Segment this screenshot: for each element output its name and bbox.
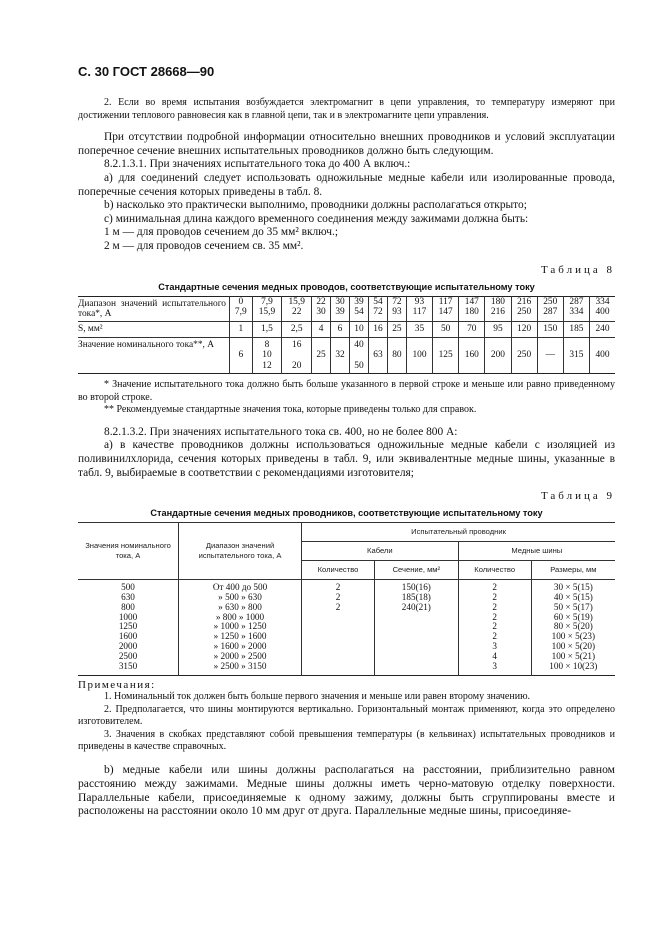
nominal-value [460,340,483,350]
nominal-current-cell [537,337,563,373]
table-row [78,652,615,662]
note-3: 3. Значения в скобках представляют собой превышения температуры (в кельвинах) испытательных проводников и приведены в качестве справочных. [78,728,615,753]
range-from: 287 [569,296,584,307]
table-row [78,603,615,613]
test-current-range-cell [312,296,331,322]
range-to: 117 [412,306,427,317]
nominal-current-cell [312,337,331,373]
nominal-value: 40 [354,339,364,350]
section-cell: 35 [406,322,432,337]
nominal-value: 12 [262,360,272,371]
test-current-range-cell [368,296,387,322]
item-a: а) для соединений следует использовать одножильные медные кабели или изолированные провода, поперечные сечения которых приведены в табл. 8. [78,171,615,198]
test-current-range: » 1250 » 1600 [179,632,302,642]
header-busbar-sizes: Размеры, мм [531,560,615,579]
table-row [78,622,615,632]
nominal-current: 3150 [118,661,138,672]
cable-qty [302,622,375,632]
busbar-size: 100 × 5(23) [531,632,615,642]
nominal-current-cell [563,337,589,373]
nominal-current-cell [350,337,369,373]
nominal-value [351,350,367,360]
busbar-qty: 3 [458,662,531,675]
range-to: 147 [438,306,453,317]
test-current-range-cell [563,296,589,322]
header-busbars: Медные шины [458,542,615,561]
busbar-size: 100 × 10(23) [531,662,615,675]
nominal-value [434,340,457,350]
clause-8-2-1-3-2: 8.2.1.3.2. При значениях испытательного тока св. 400, но не более 800 А: [104,425,458,438]
range-from: 216 [517,296,532,307]
note-1: 1. Номинальный ток должен быть больше первого значения и меньше или равен второму значению. [104,691,531,702]
range-from: 39 [354,296,364,307]
nominal-value: 6 [238,350,244,361]
range-from: 22 [316,296,326,307]
nominal-current-cell [511,337,537,373]
test-current-range-cell [387,296,406,322]
nominal-value [332,361,348,371]
busbar-qty: 2 [458,632,531,642]
item-b-cables: b) медные кабели или шины должны располагаться на расстоянии, приблизительно равном расстоянию между зажимами. Медные шины должны иметь черно-матовую отделку поверхности. Параллельные кабели, присоединяемые к одному зажиму, должны быть сгруппированы вместе и расположены на расстоянии около 10 мм друг от друга. Параллельные медные шины, присоединяе- [78,762,615,818]
test-current-range: » 1000 » 1250 [179,622,302,632]
test-current-range-cell [331,296,350,322]
section-cell: 50 [433,322,459,337]
nominal-value [434,361,457,371]
range-from: 30 [335,296,345,307]
test-current-range-cell [537,296,563,322]
table-8-caption: Стандартные сечения медных проводов, соответствующие испытательному току [158,281,535,292]
table-row [78,662,615,675]
item-c: с) минимальная длина каждого временного соединения между зажимами должна быть: [104,212,529,225]
header-cables: Кабели [302,542,459,561]
nominal-current-cell [387,337,406,373]
nominal-current: 2000 [118,641,138,652]
nominal-value [389,340,405,350]
section-cell: 150 [537,322,563,337]
busbar-size: 100 × 5(20) [531,642,615,652]
table-9-label: Таблица 9 [540,490,615,503]
notes-title: Примечания: [78,679,156,691]
busbar-size: 100 × 5(21) [531,652,615,662]
section-cell: 4 [312,322,331,337]
nominal-current: 500 [121,581,135,592]
cable-qty: 2 [302,603,375,613]
section-cell: 95 [485,322,511,337]
cable-section [374,622,458,632]
range-from: 93 [414,296,425,307]
nominal-value [539,340,562,350]
section-cell: 185 [563,322,589,337]
range-to: 287 [543,306,558,317]
row-label: Диапазон значений испытательного тока*, А [78,298,226,319]
header-range: Диапазон значений испытательного тока, А [179,523,302,580]
nominal-current-cell [230,337,253,373]
table-9 [78,522,615,676]
nominal-value [565,361,588,371]
nominal-value [539,361,562,371]
cable-section [374,632,458,642]
nominal-value: 32 [335,350,345,361]
nominal-value: 400 [595,350,610,361]
nominal-current-cell [433,337,459,373]
range-from: 72 [392,296,402,307]
test-current-range: » 800 » 1000 [179,613,302,623]
table-8-label: Таблица 8 [540,263,615,276]
range-to: 250 [517,306,532,317]
item-a-cables: а) в качестве проводников должны использоваться одножильные медные кабели с изоляцией из поливинилхлорида, сечения которых приведены в табл. 9, или эквивалентные медные шины, указанные в табл. 9, выбираемые в соответствии с рекомендациями изготовителя; [78,439,615,479]
range-to: 54 [354,306,364,317]
nominal-value: 200 [490,350,505,361]
nominal-value [231,340,251,350]
cable-section: 150(16) [374,579,458,592]
table-8-row-test-current [78,296,615,322]
nominal-value: 20 [292,360,302,371]
test-current-range: » 2000 » 2500 [179,652,302,662]
nominal-current-cell [368,337,387,373]
nominal-value [460,361,483,371]
nominal-value [565,340,588,350]
nominal-current: 1600 [118,631,138,642]
table-row [78,632,615,642]
range-to: 30 [316,306,326,317]
cable-section: 240(21) [374,603,458,613]
busbar-size: 40 × 5(15) [531,593,615,603]
cable-qty: 2 [302,579,375,592]
header-nominal: Значения номинального тока, А [78,523,179,580]
test-current-range-cell [350,296,369,322]
cable-section: 185(18) [374,593,458,603]
nominal-value [486,340,509,350]
table-row [78,642,615,652]
table-8-row-section [78,322,615,337]
table-8-row-nominal [78,337,615,373]
nominal-value [231,361,251,371]
table-row [78,613,615,623]
nominal-value [370,361,386,371]
busbar-qty: 2 [458,622,531,632]
para-conductors: При отсутствии подробной информации относительно внешних проводников и условий эксплуатации поперечное сечение внешних испытательных проводников должно быть следующим. [78,131,615,157]
range-from: 250 [543,296,558,307]
nominal-value [591,361,614,371]
busbar-qty: 2 [458,593,531,603]
nominal-current-cell [590,337,616,373]
nominal-value [486,361,509,371]
nominal-value: 315 [569,350,584,361]
busbar-qty: 2 [458,603,531,613]
busbar-qty: 2 [458,613,531,623]
cable-qty [302,632,375,642]
length-2m: 2 м — для проводов сечением св. 35 мм². [104,239,304,252]
note-2: 2. Если во время испытания возбуждается электромагнит в цепи управления, то температуру измеряют при достижении теплового равновесия как в главной цепи, так и в электромагните цепи управления. [78,97,615,121]
table-row [78,579,615,592]
test-current-range-cell [485,296,511,322]
range-to: 180 [464,306,479,317]
range-to: 22 [292,306,302,317]
nominal-current: 1250 [118,621,138,632]
cable-qty [302,642,375,652]
nominal-value: 16 [292,339,302,350]
section-cell: 25 [387,322,406,337]
section-cell: 120 [511,322,537,337]
note-2-busbars: 2. Предполагается, что шины монтируются вертикально. Горизонтальный монтаж применяют, когда это определено изготовителем. [78,703,615,728]
busbar-qty: 4 [458,652,531,662]
clause-8-2-1-3-1: 8.2.1.3.1. При значениях испытательного тока до 400 А включ.: [104,158,411,171]
header-cable-qty: Количество [302,560,375,579]
nominal-current: 2500 [118,651,138,662]
nominal-value: 25 [316,350,326,361]
footnote-1: * Значение испытательного тока должно быть больше указанного в первой строке и меньше или равно приведенному во второй строке. [78,378,615,403]
test-current-range: » 630 » 800 [179,603,302,613]
nominal-value [408,361,431,371]
range-to: 39 [335,306,345,317]
test-current-range-cell [406,296,432,322]
range-from: 54 [373,296,383,307]
row-label: S, мм² [78,322,230,337]
nominal-value: 250 [517,350,532,361]
range-from: 15,9 [288,296,305,307]
range-to: 93 [392,306,402,317]
busbar-size: 80 × 5(20) [531,622,615,632]
range-to: 400 [595,306,610,317]
range-from: 117 [438,296,453,307]
table-row [78,593,615,603]
nominal-value: 125 [438,350,453,361]
test-current-range: От 400 до 500 [179,579,302,592]
nominal-value: 63 [373,350,383,361]
range-from: 0 [238,296,244,307]
range-from: 7,9 [261,296,273,307]
nominal-value: — [545,350,555,361]
nominal-value [332,340,348,350]
range-from: 147 [464,296,479,307]
busbar-qty: 3 [458,642,531,652]
busbar-size: 50 × 5(17) [531,603,615,613]
nominal-value: 10 [262,350,272,361]
nominal-value [283,350,310,360]
test-current-range-cell [459,296,485,322]
nominal-current-cell [459,337,485,373]
header-conductor: Испытательный проводник [302,523,616,542]
test-current-range: » 2500 » 3150 [179,662,302,675]
nominal-value [370,340,386,350]
nominal-current-cell [331,337,350,373]
nominal-current: 800 [121,601,135,612]
cable-section [374,613,458,623]
nominal-current-cell [252,337,282,373]
nominal-value [313,340,329,350]
nominal-value: 160 [464,350,479,361]
section-cell: 2,5 [282,322,312,337]
range-from: 180 [490,296,505,307]
cable-qty [302,652,375,662]
nominal-value: 50 [354,360,364,371]
table-8 [78,296,615,374]
range-to: 7,9 [234,306,247,317]
cable-section [374,642,458,652]
test-current-range-cell [230,296,253,322]
row-label: Значение номинального тока**, А [78,337,230,373]
cable-section [374,652,458,662]
section-cell: 1,5 [252,322,282,337]
nominal-value [389,361,405,371]
busbar-size: 30 × 5(15) [531,579,615,592]
header-busbar-qty: Количество [458,560,531,579]
section-cell: 70 [459,322,485,337]
section-cell: 1 [230,322,253,337]
section-cell: 16 [368,322,387,337]
busbar-qty: 2 [458,579,531,592]
range-to: 216 [490,306,505,317]
section-cell: 240 [590,322,616,337]
range-from: 334 [595,296,610,307]
table-9-caption: Стандартные сечения медных проводников, соответствующие испытательному току [150,508,543,519]
range-to: 72 [373,306,383,317]
page-header: С. 30 ГОСТ 28668—90 [78,64,215,79]
cable-qty [302,613,375,623]
length-1m: 1 м — для проводов сечением до 35 мм² включ.; [104,226,338,239]
cable-qty: 2 [302,593,375,603]
nominal-value [513,340,536,350]
nominal-value [408,340,431,350]
test-current-range: » 500 » 630 [179,593,302,603]
section-cell: 10 [350,322,369,337]
nominal-current-cell [282,337,312,373]
nominal-value [513,361,536,371]
nominal-current-cell [406,337,432,373]
test-current-range-cell [590,296,616,322]
test-current-range: » 1600 » 2000 [179,642,302,652]
footnote-2: ** Рекомендуемые стандартные значения тока, которые приведены только для справок. [104,404,477,416]
cable-section [374,662,458,675]
range-to: 15,9 [258,306,276,317]
range-to: 334 [569,306,584,317]
nominal-value: 80 [392,350,402,361]
nominal-value: 100 [412,350,427,361]
test-current-range-cell [252,296,282,322]
nominal-current-cell [485,337,511,373]
nominal-value: 8 [264,339,270,350]
test-current-range-cell [511,296,537,322]
nominal-current: 630 [121,591,135,602]
cable-qty [302,662,375,675]
test-current-range-cell [433,296,459,322]
nominal-value [313,361,329,371]
nominal-current: 1000 [118,611,138,622]
busbar-size: 60 × 5(19) [531,613,615,623]
nominal-value [591,340,614,350]
section-cell: 6 [331,322,350,337]
test-current-range-cell [282,296,312,322]
item-b: b) насколько это практически выполнимо, проводники должны располагаться открыто; [104,199,527,212]
header-cable-section: Сечение, мм² [374,560,458,579]
